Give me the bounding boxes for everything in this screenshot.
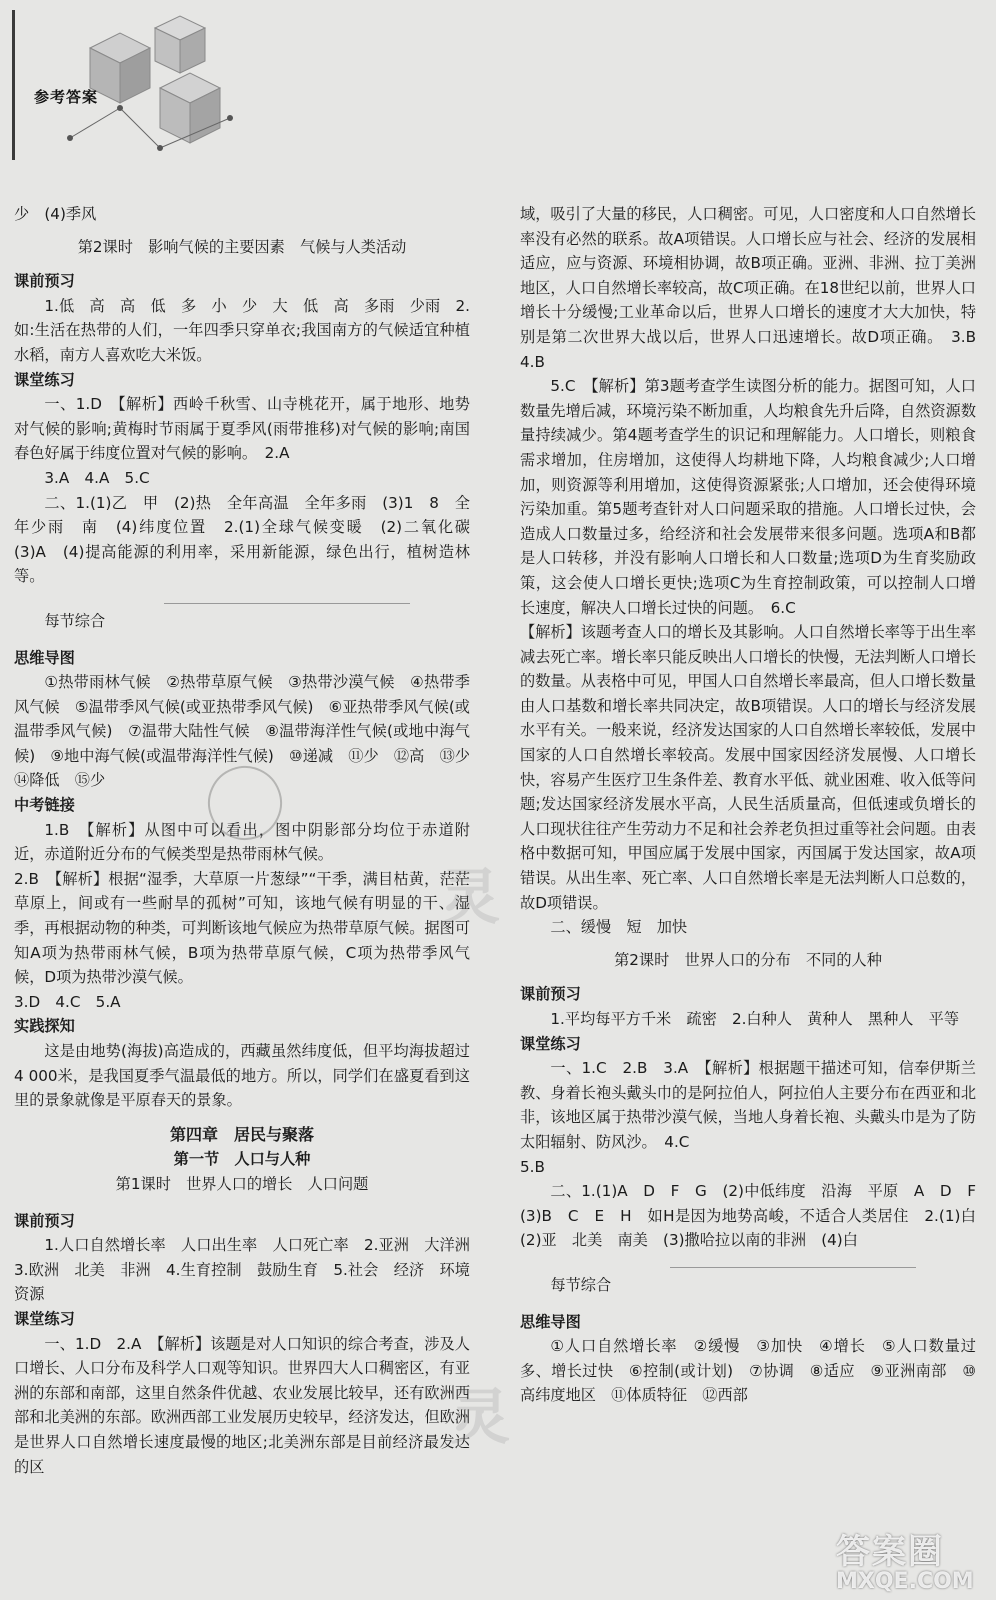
answer-paragraph: 1.低 高 高 低 多 小 少 大 低 高 多雨 少雨 2.如:生活在热带的人们，一年四季只穿单衣;我国南方的气候适宜种植水稻，南方人喜欢吃大米饭。	[14, 296, 470, 364]
answer-paragraph: 一、1.C 2.B 3.A 【解析】根据题干描述可知，信奉伊斯兰教、身着长袍头戴头巾的是阿拉伯人，阿拉伯人主要分布在西亚和北非，该地区属于热带沙漠气候，当地人身着长袍、头戴头巾是为了防太阳辐射、防风沙。 4.C	[520, 1059, 976, 1151]
header-bar	[12, 10, 15, 160]
section-heading: 实践探知	[14, 1017, 75, 1036]
answer-paragraph: 1.平均每平方千米 疏密 2.白种人 黄种人 黑种人 平等	[550, 1010, 960, 1028]
answer-paragraph: 二、1.(1)乙 甲 (2)热 全年高温 全年多雨 (3)1 8 全年少雨 南 (4)纬度位置 2.(1)全球气候变暖 (2)二氧化碳 (3)A (4)提高能源的利用率，采用新能源，绿色出行，植树造林等。	[14, 493, 486, 586]
answer-paragraph: 域，吸引了大量的移民，人口稠密。可见，人口密度和人口自然增长率没有必然的联系。故A项错误。人口增长应与社会、经济的发展相适应，应与资源、环境相协调，故B项正确。亚洲、非洲、拉丁美洲地区，人口自然增长率较高，故C项正确。在18世纪以前，世界人口增长十分缓慢;工业革命以后，世界人口增长的速度才大大加快，特别是第二次世界大战以后，世界人口迅速增长。故D项正确。 3.B 4.B	[520, 205, 992, 371]
section-heading: 中考链接	[14, 796, 75, 815]
left-column	[14, 202, 486, 1479]
site-logo-name: 答案圈	[836, 1532, 944, 1572]
box-title: 每节综合	[520, 1273, 976, 1298]
answer-paragraph: 一、1.D 2.A 【解析】该题是对人口知识的综合考查，涉及人口增长、人口分布及科学人口观等知识。世界四大人口稠密区，有亚洲的东部和南部，这里自然条件优越、农业发展比较早，还有欧洲西部和北美洲的东部。欧洲西部工业发展历史较早，经济发达，但欧洲是世界人口自然增长速度最慢的地区;北美洲东部是目前经济最发达的区	[14, 1334, 470, 1476]
answer-paragraph: 3.D 4.C 5.A	[14, 992, 121, 1011]
answer-paragraph: 2.B 【解析】根据“湿季，大草原一片葱绿”“干季，满目枯黄，茫茫草原上，间或有一些耐旱的孤树”可知，该地气候有明显的干、湿季，再根据动物的种类，可判断该地气候应为热带草原气候。据图可知A项为热带雨林气候，B项为热带草原气候，C项为热带季风气候，D项为热带沙漠气候。	[14, 869, 470, 987]
answer-paragraph: 这是由地势(海拔)高造成的，西藏虽然纬度低，但平均海拔超过4 000米，是我国夏季气温最低的地方。所以，同学们在盛夏看到这里的景象就像是平原春天的景象。	[14, 1042, 470, 1110]
section-heading: 思维导图	[14, 648, 75, 667]
page-header	[0, 0, 240, 170]
section-heading: 课堂练习	[520, 1034, 581, 1053]
site-logo	[836, 1524, 986, 1594]
answer-paragraph: 1.B 【解析】从图中可以看出，图中阴影部分均位于赤道附近，赤道附近分布的气候类型是热带雨林气候。	[14, 820, 470, 864]
answer-paragraph: 【解析】该题考查人口的增长及其影响。人口自然增长率等于出生率减去死亡率。增长率只能反映出人口增长的快慢，无法判断人口增长的数量。从表格中可见，甲国人口自然增长率最高，但人口增长数量由人口基数和增长率共同决定，故B项错误。人口的增长与经济发展水平有关。一般来说，经济发达国家的人口自然增长率较低，发展中国家的人口自然增长率较高。发展中国家因经济发展慢、人口增长快，容易产生医疗卫生条件差、教育水平低、就业困难、收入低等问题;发达国家经济发展水平高，人民生活质量高，但低速或负增长的人口现状往往产生劳动力不足和社会养老负担过重等社会问题。由表格中数据可知，甲国应属于发展中国家，丙国属于发达国家，故A项错误。从出生率、死亡率、人口自然增长率是无法判断人口总数的，故D项错误。	[520, 623, 976, 912]
lesson-title: 第2课时 世界人口的分布 不同的人种	[614, 950, 882, 969]
answer-paragraph: 二、1.(1)A D F G (2)中低纬度 沿海 平原 A D F (3)B C E H 如H是因为地势高峻，不适合人类居住 2.(1)白 (2)亚 北美 南美 (3)撒哈拉以南的非洲 (4)白	[520, 1182, 992, 1250]
watermark: 灵	[450, 1383, 510, 1453]
section-heading: 课堂练习	[14, 370, 75, 389]
watermark: 灵	[440, 863, 500, 933]
section-heading: 思维导图	[520, 1312, 581, 1331]
box-title: 每节综合	[14, 609, 470, 634]
lesson-title: 第1课时 世界人口的增长 人口问题	[115, 1174, 369, 1193]
section-heading: 课堂练习	[14, 1309, 75, 1328]
answer-paragraph: ①人口自然增长率 ②缓慢 ③加快 ④增长 ⑤人口数量过多、增长过快 ⑥控制(或计划) ⑦协调 ⑧适应 ⑨亚洲南部 ⑩高纬度地区 ⑪体质特征 ⑫西部	[520, 1337, 976, 1405]
section-heading: 课前预习	[14, 272, 75, 291]
section-heading: 课前预习	[14, 1211, 75, 1230]
answer-paragraph: 1.人口自然增长率 人口出生率 人口死亡率 2.亚洲 大洋洲 3.欧洲 北美 非洲 4.生育控制 鼓励生育 5.社会 经济 环境 资源	[14, 1236, 486, 1304]
chapter-title: 第四章 居民与聚落	[169, 1124, 314, 1144]
site-logo-domain: MXQE.COM	[836, 1569, 974, 1594]
answer-paragraph: 一、1.D 【解析】西岭千秋雪、山寺桃花开，属于地形、地势对气候的影响;黄梅时节雨属于夏季风(雨带推移)对气候的影响;南国春色好属于纬度位置对气候的影响。 2.A	[14, 395, 470, 463]
section-heading: 课前预习	[520, 985, 581, 1004]
lesson-title: 第2课时 影响气候的主要因素 气候与人类活动	[77, 237, 407, 256]
right-column	[520, 202, 992, 1408]
answer-paragraph: 3.A 4.A 5.C	[44, 468, 150, 487]
answer-paragraph: ①热带雨林气候 ②热带草原气候 ③热带沙漠气候 ④热带季风气候 ⑤温带季风气候(或亚热带季风气候) ⑥亚热带季风气候(或温带季风气候) ⑦温带大陆性气候 ⑧温带海洋性气候(或地中海气候) ⑨地中海气候(或温带海洋性气候) ⑩递减 ⑪少 ⑫高 ⑬少 ⑭降低 ⑮少	[14, 673, 486, 790]
answer-paragraph: 二、缓慢 短 加快	[550, 918, 688, 937]
answer-paragraph: 5.B	[520, 1157, 545, 1176]
header-title: 参考答案	[34, 88, 99, 106]
section-title: 第一节 人口与人种	[173, 1150, 311, 1169]
text-line: 少 (4)季风	[14, 205, 97, 223]
answer-paragraph: 5.C 【解析】第3题考查学生读图分析的能力。据图可知，人口数量先增后减，环境污染不断加重，人均粮食先升后降，自然资源数量持续减少。第4题考查学生的识记和理解能力。人口增长，则粮食需求增加，住房增加，这使得人均耕地下降，人均粮食减少;人口增加，则资源等利用增加，这使得资源紧张;人口增加，还会使得环境污染加重。第5题考查针对人口问题采取的措施。人口增长过快，会造成人口数量过多，给经济和社会发展带来很多问题。选项A和B都是人口转移，并没有影响人口增长和人口数量;选项D为生育奖励政策，这会使人口增长更快;选项C为生育控制政策，可以控制人口增长速度，解决人口增长过快的问题。 6.C	[520, 377, 976, 617]
cube-decoration	[60, 8, 240, 158]
